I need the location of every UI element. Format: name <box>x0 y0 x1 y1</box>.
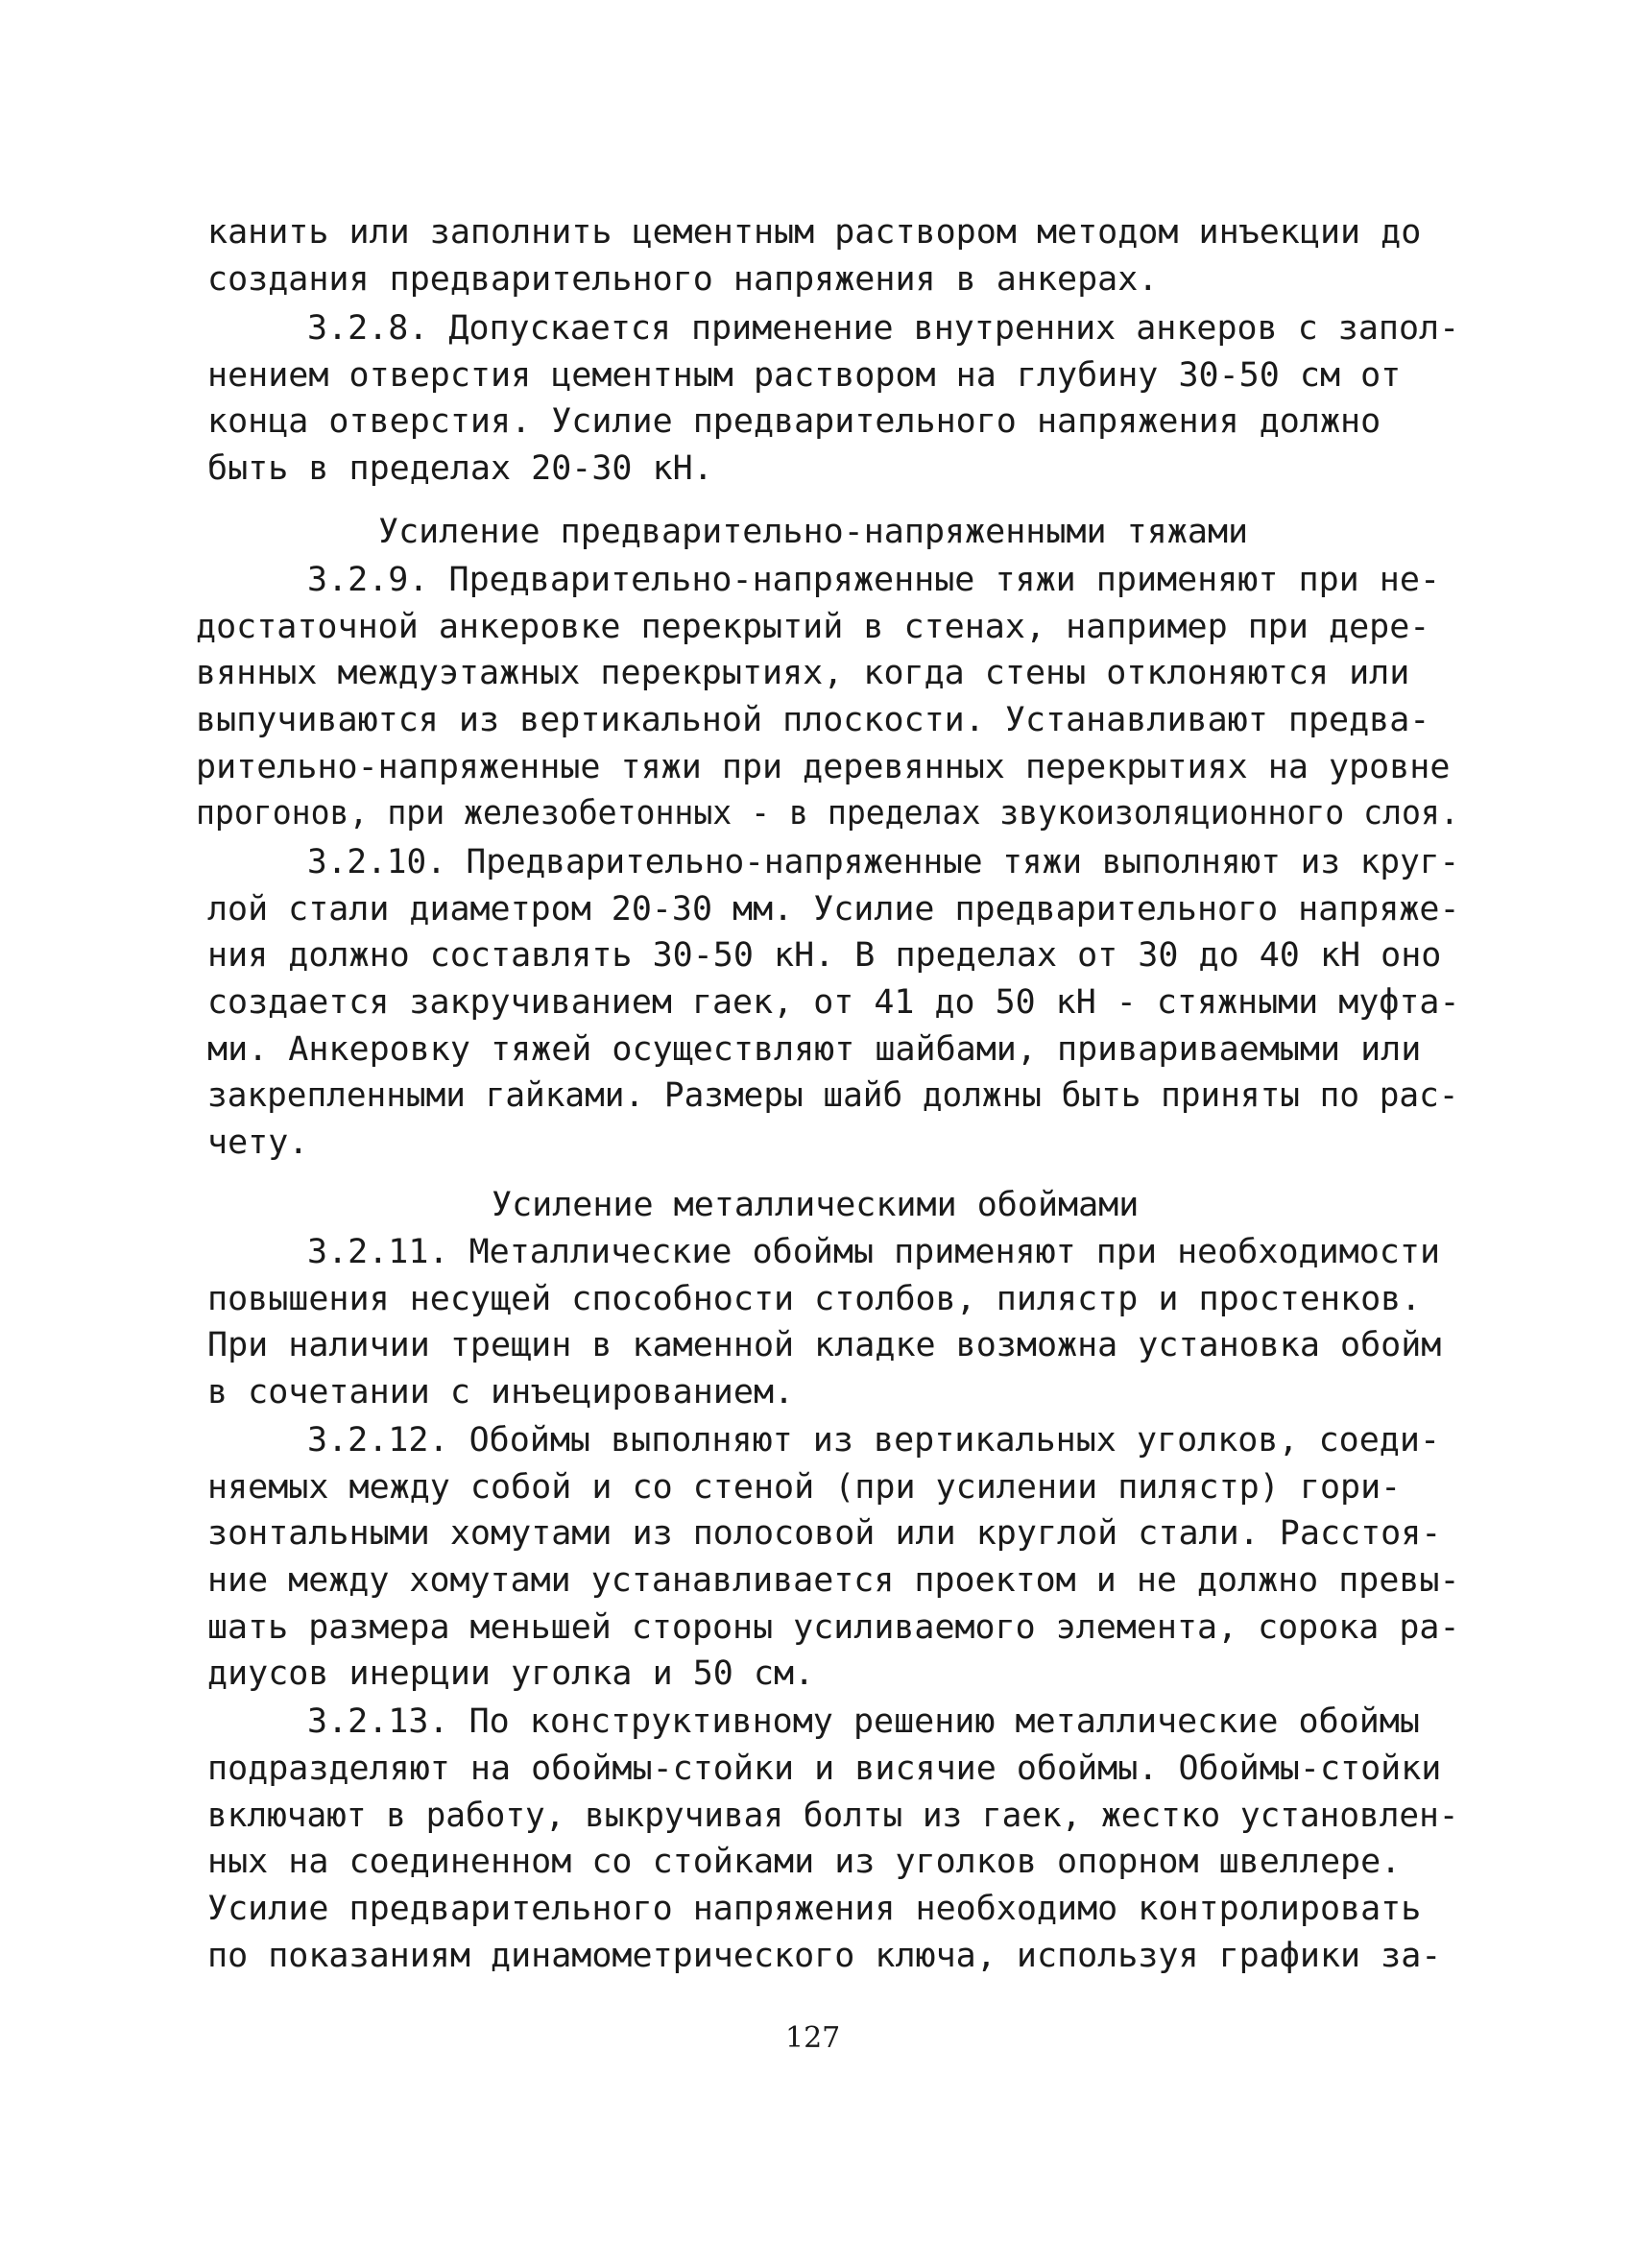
text-line-6: быть в пределах 20-30 кН. <box>207 449 713 488</box>
text-line-37: по показаниям динамометрического ключа, используя графики за- <box>207 1937 1442 1975</box>
text-line-26: 3.2.12. Обоймы выполняют из вертикальных уголков, соеди- <box>307 1421 1441 1460</box>
text-line-1: канить или заполнить цементным раствором методом инъекции до <box>207 213 1422 252</box>
text-line-8: 3.2.9. Предварительно-напряженные тяжи применяют при не- <box>307 561 1441 599</box>
text-line-3: 3.2.8. Допускается применение внутренних анкеров с запол- <box>307 309 1460 348</box>
text-line-4: нением отверстия цементным раствором на глубину 30-50 см от <box>207 356 1402 395</box>
text-line-23: повышения несущей способности столбов, пилястр и простенков. <box>207 1280 1422 1318</box>
text-line-24: При наличии трещин в каменной кладке возможна установка обойм <box>207 1326 1442 1364</box>
text-line-14: 3.2.10. Предварительно-напряженные тяжи выполняют из круг- <box>307 843 1460 881</box>
text-line-11: выпучиваются из вертикальной плоскости. Устанавливают предва- <box>196 701 1430 739</box>
text-line-31: диусов инерции уголка и 50 см. <box>207 1654 815 1693</box>
text-line-34: включают в работу, выкручивая болты из гаек, жестко установлен- <box>207 1797 1459 1835</box>
text-line-19: закрепленными гайками. Размеры шайб должны быть приняты по рас- <box>207 1076 1459 1115</box>
text-line-36: Усилие предварительного напряжения необходимо контролировать <box>207 1890 1422 1928</box>
text-line-9: достаточной анкеровке перекрытий в стенах, например при дере- <box>196 608 1430 646</box>
text-line-32: 3.2.13. По конструктивному решению металлические обоймы <box>307 1702 1420 1741</box>
text-line-2: создания предварительного напряжения в анкерах. <box>207 260 1159 299</box>
text-line-27: няемых между собой и со стеной (при усилении пилястр) гори- <box>207 1468 1402 1507</box>
text-line-17: создается закручиванием гаек, от 41 до 50 кН - стяжными муфта- <box>207 983 1460 1022</box>
section-heading-tension-rods: Усиление предварительно-напряженными тяжами <box>378 513 1249 551</box>
text-line-33: подразделяют на обоймы-стойки и висячие обоймы. Обоймы-стойки <box>207 1749 1442 1788</box>
text-line-20: чету. <box>207 1123 309 1162</box>
text-line-13: прогонов, при железобетонных - в пределах звукоизоляционного слоя. <box>196 794 1459 832</box>
text-line-12: рительно-напряженные тяжи при деревянных перекрытиях на уровне <box>196 748 1451 786</box>
text-line-18: ми. Анкеровку тяжей осуществляют шайбами, привариваемыми или <box>207 1030 1422 1069</box>
text-line-10: вянных междуэтажных перекрытиях, когда стены отклоняются или <box>196 654 1410 692</box>
text-line-16: ния должно составлять 30-50 кН. В пределах от 30 до 40 кН оно <box>207 936 1442 975</box>
text-line-15: лой стали диаметром 20-30 мм. Усилие предварительного напряже- <box>207 890 1460 929</box>
text-line-28: зонтальными хомутами из полосовой или круглой стали. Расстоя- <box>207 1514 1442 1553</box>
text-line-29: ние между хомутами устанавливается проектом и не должно превы- <box>207 1561 1460 1600</box>
section-heading-metal-jackets: Усиление металлическими обоймами <box>492 1186 1140 1224</box>
page-number: 127 <box>785 2021 841 2055</box>
text-line-30: шать размера меньшей стороны усиливаемого элемента, сорока ра- <box>207 1608 1460 1647</box>
text-line-35: ных на соединенном со стойками из уголков опорном швеллере. <box>207 1843 1402 1881</box>
text-line-25: в сочетании с инъецированием. <box>207 1373 795 1411</box>
text-line-22: 3.2.11. Металлические обоймы применяют при необходимости <box>307 1233 1441 1271</box>
text-line-5: конца отверстия. Усилие предварительного напряжения должно <box>207 402 1381 441</box>
